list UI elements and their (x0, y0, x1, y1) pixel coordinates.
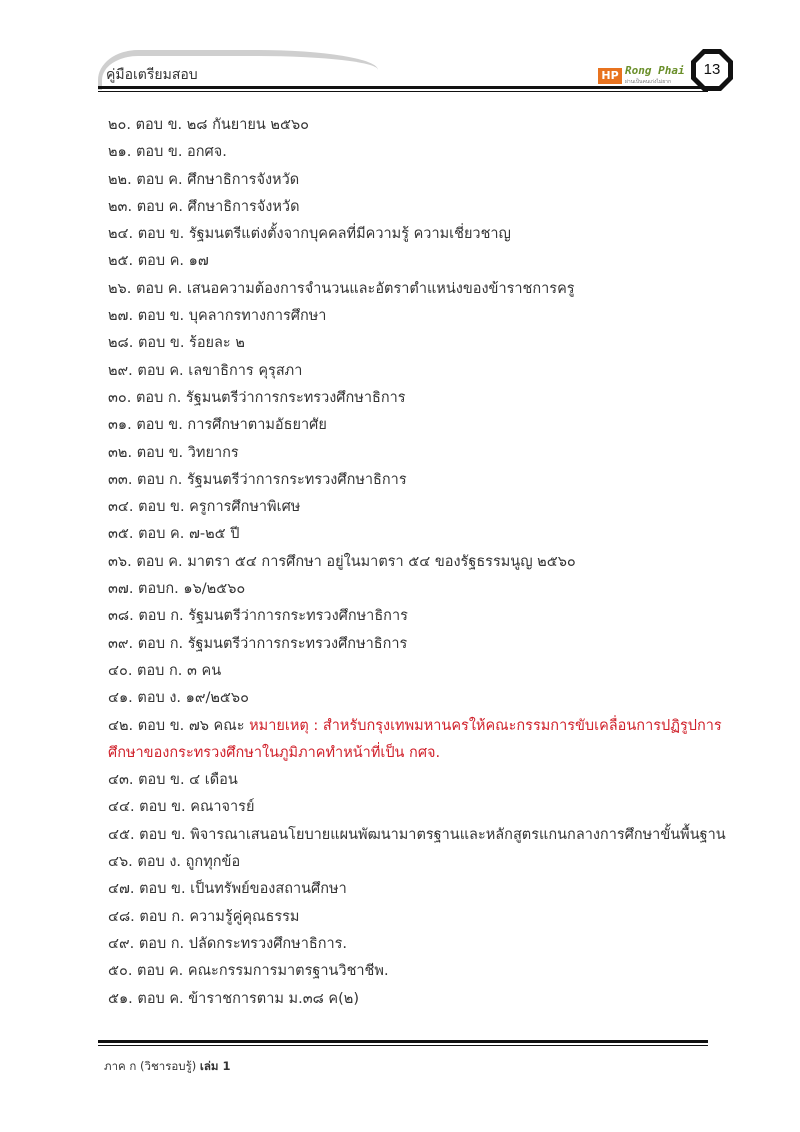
answer-item: ๓๗. ตอบก. ๑๖/๒๕๖๐ (108, 581, 246, 598)
answer-item: ๒๒. ตอบ ค. ศึกษาธิการจังหวัด (108, 171, 300, 188)
answer-item: ๓๓. ตอบ ก. รัฐมนตรีว่าการกระทรวงศึกษาธิการ (108, 471, 407, 488)
page-footer (104, 1058, 231, 1076)
answer-item: ๓๕. ตอบ ค. ๗-๒๕ ปี (108, 526, 240, 543)
answer-item: ๒๗. ตอบ ข. บุคลากรทางการศึกษา (108, 308, 327, 325)
answer-item: ๔๓. ตอบ ข. ๔ เดือน (108, 772, 238, 789)
answer-item: ๔๕. ตอบ ข. พิจารณาเสนอนโยบายแผนพัฒนามาตรฐานและหลักสูตรแกนกลางการศึกษาขั้นพื้นฐาน (108, 826, 726, 843)
logo-name: Rong Phai (625, 64, 685, 77)
answer-item: ๔๑. ตอบ ง. ๑๙/๒๕๖๐ (108, 690, 249, 707)
answer-item: ๔๔. ตอบ ข. คณาจารย์ (108, 799, 255, 816)
answer-item: ๒๐. ตอบ ข. ๒๘ กันยายน ๒๕๖๐ (108, 117, 309, 133)
header-title: คู่มือเตรียมสอบ (106, 67, 198, 83)
answer-item: ๒๖. ตอบ ค. เสนอความต้องการจำนวนและอัตราตำแหน่งของข้าราชการครู (108, 280, 575, 297)
answer-item-with-note: ๔๒. ตอบ ข. ๗๖ คณะ หมายเหตุ : สำหรับกรุงเทพมหานครให้คณะกรรมการขับเคลื่อนการปฏิรูปการศึกษาของกระทรวงศึกษาในภูมิภาคทำหน้าที่เป็น กศจ. (108, 717, 722, 761)
answer-item: ๓๘. ตอบ ก. รัฐมนตรีว่าการกระทรวงศึกษาธิการ (108, 608, 408, 625)
answer-item: ๔๙. ตอบ ก. ปลัดกระทรวงศึกษาธิการ. (108, 935, 348, 952)
answer-item: ๔๖. ตอบ ง. ถูกทุกข้อ (108, 854, 241, 871)
answer-item: ๔๐. ตอบ ก. ๓ คน (108, 662, 222, 679)
page-number: 13 (703, 61, 721, 78)
answer-item: ๕๐. ตอบ ค. คณะกรรมการมาตรฐานวิชาชีพ. (108, 963, 389, 980)
footer-rule (98, 1040, 708, 1043)
red-note: หมายเหตุ : สำหรับกรุงเทพมหานครให้คณะกรรมการขับเคลื่อนการปฏิรูปการศึกษาของกระทรวงศึกษาในภูมิภาคทำหน้าที่เป็น กศจ. (108, 717, 722, 761)
answer-item: ๒๕. ตอบ ค. ๑๗ (108, 253, 209, 270)
answer-item: ๓๐. ตอบ ก. รัฐมนตรีว่าการกระทรวงศึกษาธิการ (108, 389, 406, 406)
footer-section: ภาค ก (วิชารอบรู้) (104, 1059, 200, 1073)
answer-item: ๒๔. ตอบ ข. รัฐมนตรีแต่งตั้งจากบุคคลที่มีความรู้ ความเชี่ยวชาญ (108, 226, 511, 243)
footer-rule-thin (98, 1045, 708, 1046)
answer-item: ๒๙. ตอบ ค. เลขาธิการ คุรุสภา (108, 362, 303, 379)
answer-list (108, 112, 728, 1013)
logo-tagline: ผ่านเป็นคนเก่งไม่ยาก (625, 79, 671, 85)
answer-item: ๒๑. ตอบ ข. อกศจ. (108, 144, 227, 161)
answer-item: ๕๑. ตอบ ค. ข้าราชการตาม ม.๓๘ ค(๒) (108, 990, 359, 1007)
answer-item: ๓๒. ตอบ ข. วิทยากร (108, 444, 239, 461)
answer-item: ๒๓. ตอบ ค. ศึกษาธิการจังหวัด (108, 198, 300, 215)
answer-item: ๔๘. ตอบ ก. ความรู้คู่คุณธรรม (108, 908, 300, 925)
answer-item: ๓๖. ตอบ ค. มาตรา ๕๔ การศึกษา อยู่ในมาตรา ๕๔ ของรัฐธรรมนูญ ๒๕๖๐ (108, 553, 576, 570)
footer-volume: เล่ม 1 (199, 1059, 231, 1073)
header-rule-thin (98, 91, 708, 92)
answer-item: ๓๔. ตอบ ข. ครูการศึกษาพิเศษ (108, 499, 301, 516)
answer-item: ๓๙. ตอบ ก. รัฐมนตรีว่าการกระทรวงศึกษาธิการ (108, 635, 408, 652)
answer-item: ๔๗. ตอบ ข. เป็นทรัพย์ของสถานศึกษา (108, 881, 347, 898)
page-header (0, 0, 800, 100)
header-rule (98, 86, 708, 89)
answer-item: ๒๘. ตอบ ข. ร้อยละ ๒ (108, 335, 245, 352)
rong-phai-logo (598, 58, 688, 86)
logo-mark: HP (598, 68, 622, 84)
answer-item: ๓๑. ตอบ ข. การศึกษาตามอัธยาศัย (108, 417, 327, 434)
